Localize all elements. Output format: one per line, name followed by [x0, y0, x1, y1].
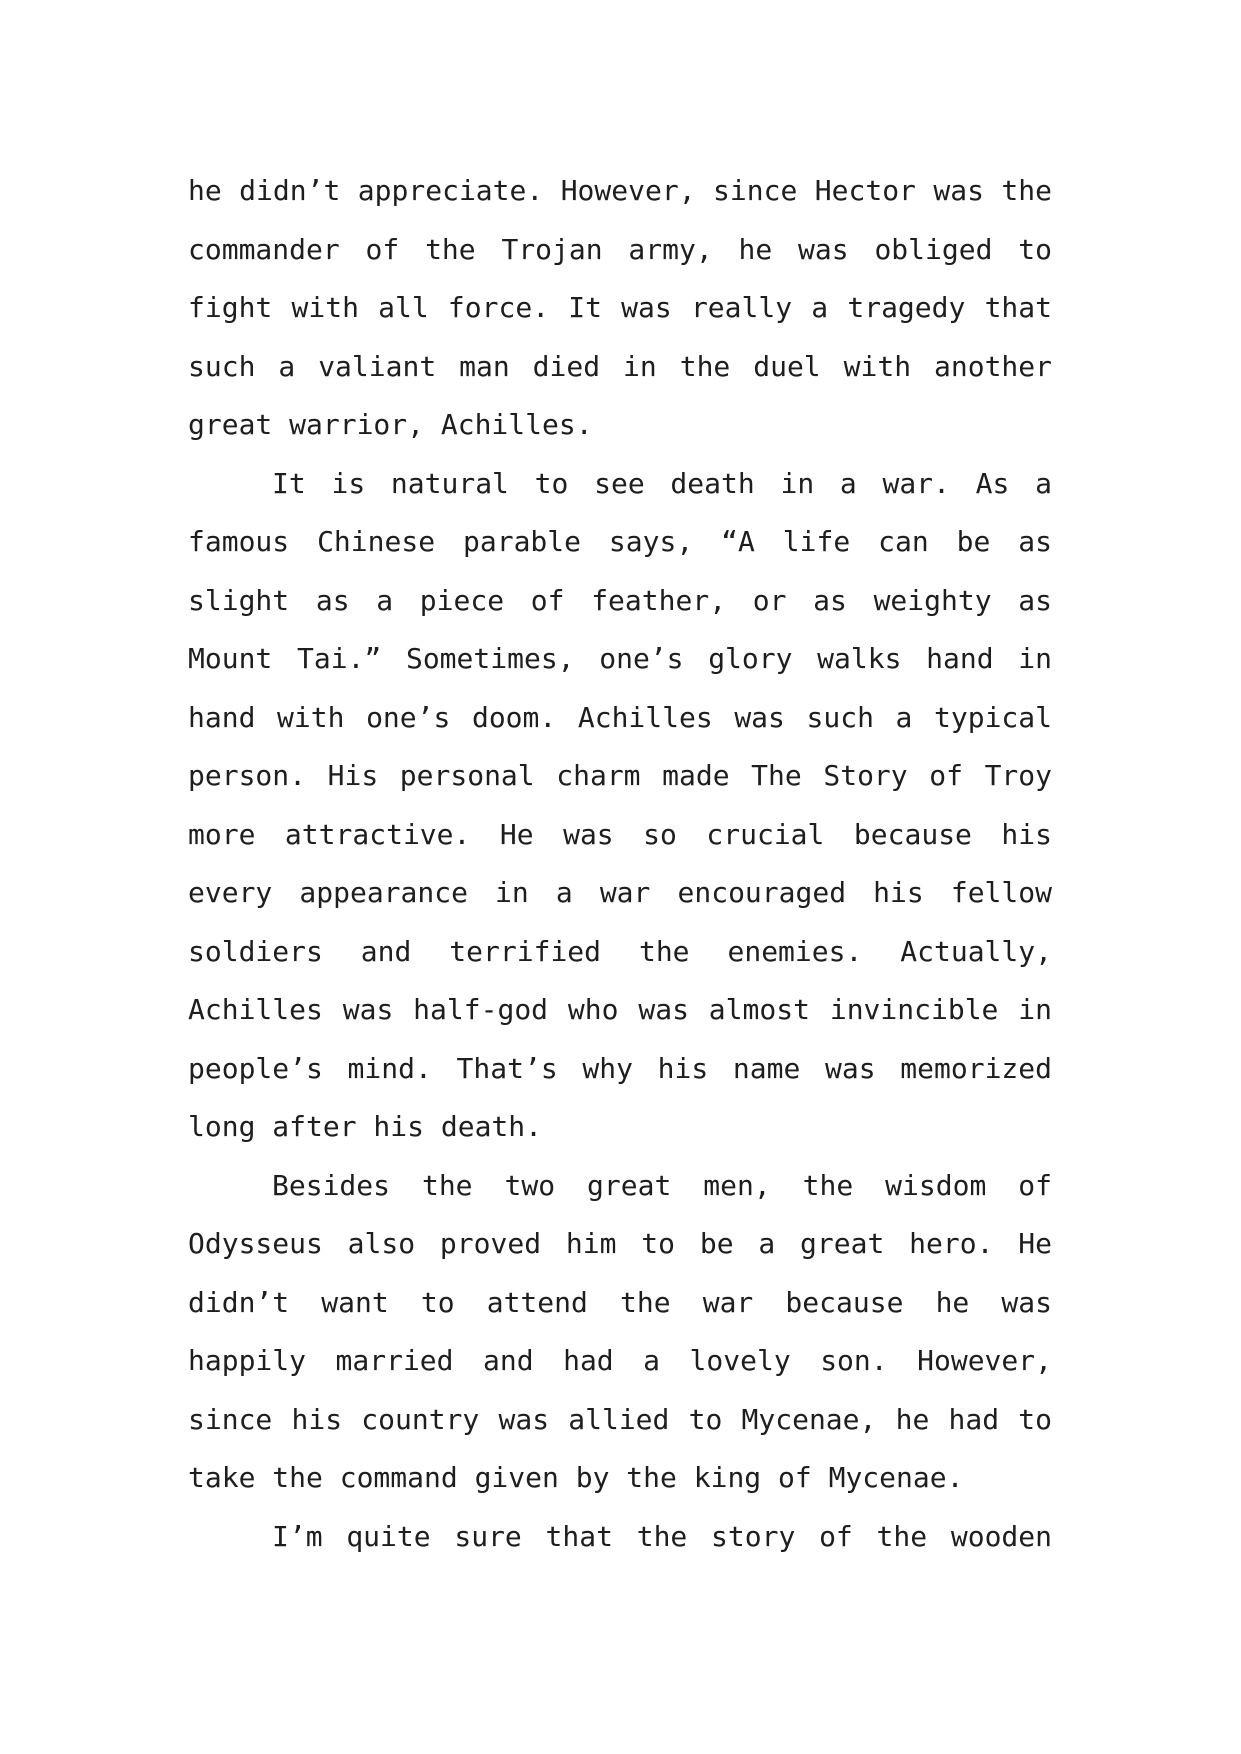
text-line: didn’t want to attend the war because he was — [188, 1285, 1052, 1319]
text-line: long after his death. — [188, 1110, 543, 1143]
text-line: I’m quite sure that the story of the wooden — [272, 1519, 1052, 1553]
text-line: Besides the two great men, the wisdom of — [272, 1168, 1052, 1202]
text-line: such a valiant man died in the duel with another — [188, 349, 1052, 383]
text-line: commander of the Trojan army, he was obliged to — [188, 232, 1052, 266]
text-line: people’s mind. That’s why his name was memorized — [188, 1051, 1052, 1085]
text-line: Odysseus also proved him to be a great hero. He — [188, 1227, 1052, 1260]
text-line: soldiers and terrified the enemies. Actually, — [188, 934, 1052, 968]
text-line: famous Chinese parable says, “A life can be as — [188, 525, 1052, 558]
text-line: he didn’t appreciate. However, since Hector was the — [188, 174, 1052, 207]
text-line: hand with one’s doom. Achilles was such a typical — [188, 700, 1052, 734]
text-line: person. His personal charm made The Story of Troy — [188, 759, 1052, 792]
text-line: slight as a piece of feather, or as weighty as — [188, 583, 1052, 617]
text-line: since his country was allied to Mycenae, he had to — [188, 1402, 1052, 1436]
text-line: Mount Tai.” Sometimes, one’s glory walks hand in — [188, 642, 1052, 675]
text-line: every appearance in a war encouraged his fellow — [188, 876, 1052, 909]
text-line: take the command given by the king of Mycenae. — [188, 1461, 964, 1494]
text-line: happily married and had a lovely son. However, — [188, 1344, 1052, 1377]
body-text — [188, 162, 1052, 1566]
text-line: It is natural to see death in a war. As a — [272, 466, 1052, 500]
text-line: more attractive. He was so crucial because his — [188, 817, 1052, 851]
text-line: great warrior, Achilles. — [188, 408, 593, 441]
text-line: Achilles was half-god who was almost invincible in — [188, 993, 1052, 1026]
text-line: fight with all force. It was really a tragedy that — [188, 291, 1052, 324]
